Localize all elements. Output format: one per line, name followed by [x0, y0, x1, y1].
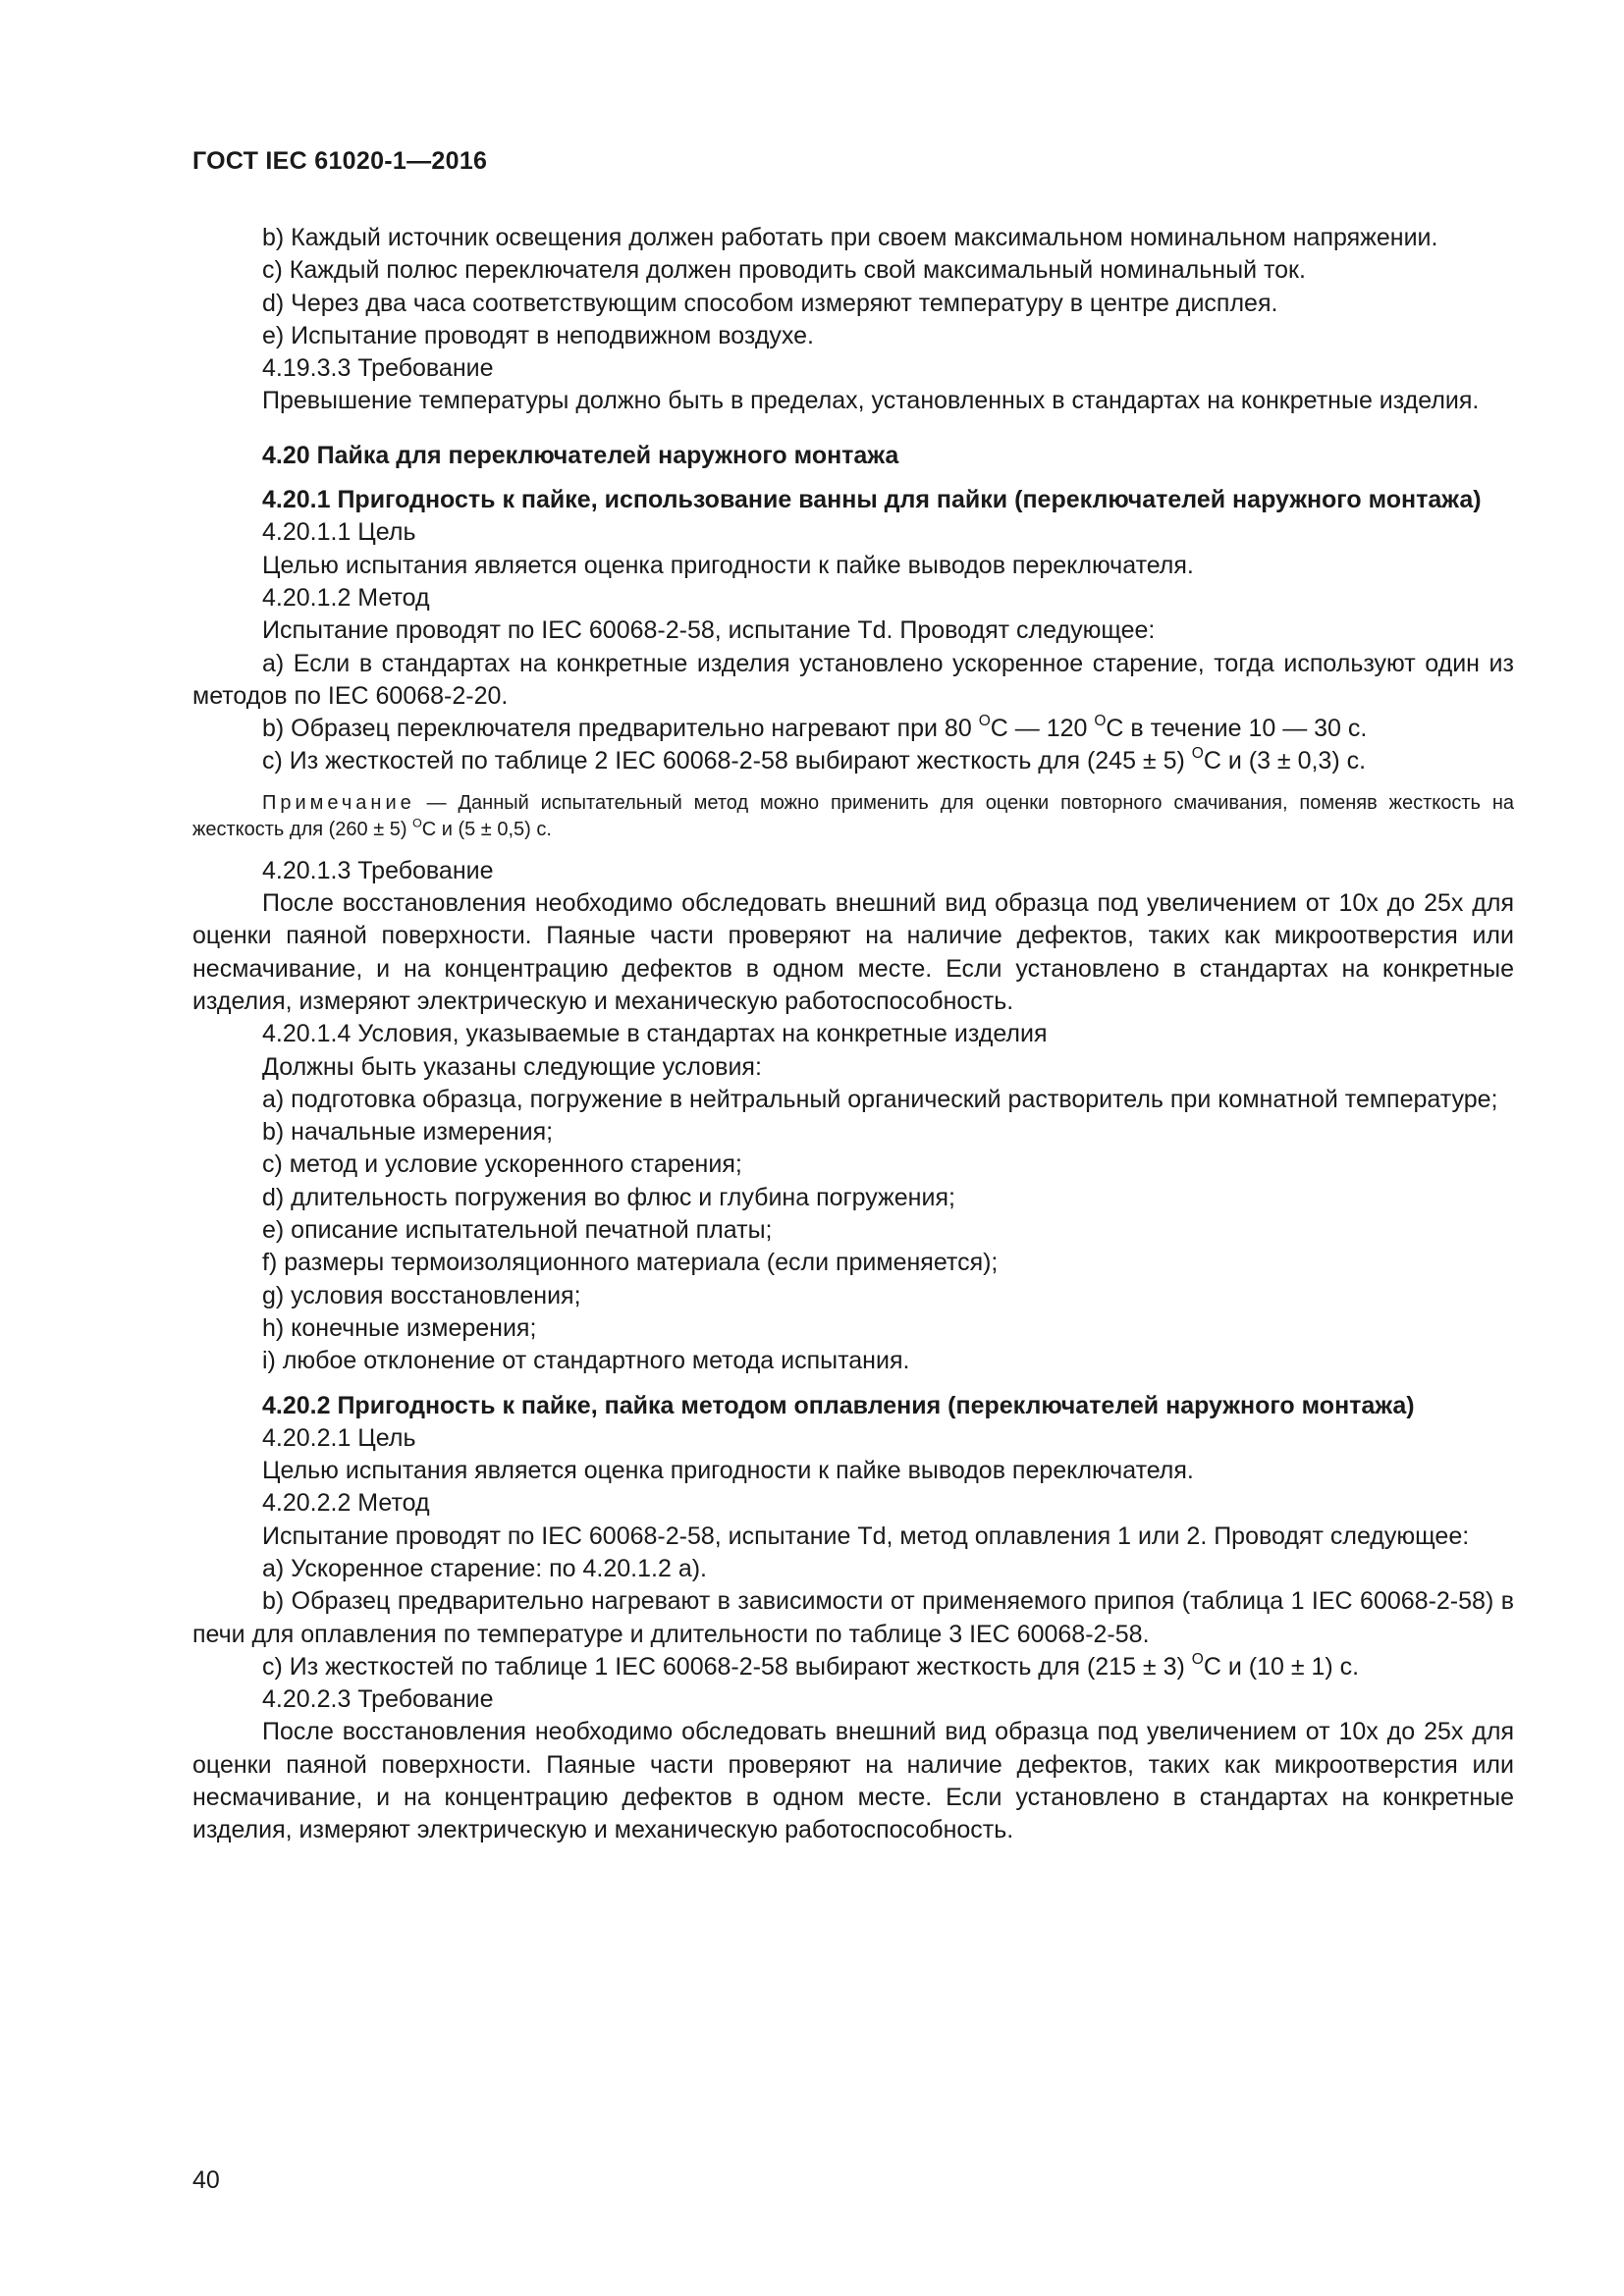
list-item: g) условия восстановления;: [262, 1281, 581, 1309]
page-number: 40: [192, 2166, 220, 2194]
clause-heading: 4.20.2.2 Метод: [262, 1489, 430, 1518]
paragraph: a) Если в стандартах на конкретные изделия установлено ускоренное старение, тогда используют один из методов по IEC 60068-2-20.: [192, 649, 1514, 710]
superscript: O: [1191, 745, 1204, 763]
text-run: c) Из жесткостей по таблице 1 IEC 60068-2-58 выбирают жесткость для (215 ± 3): [262, 1652, 1192, 1681]
paragraph: Целью испытания является оценка пригодности к пайке выводов переключателя.: [262, 551, 1194, 579]
document-header: ГОСТ IEC 61020-1—2016: [192, 147, 488, 175]
list-item: a) подготовка образца, погружение в нейтральный органический растворитель при комнатной температуре;: [262, 1085, 1498, 1113]
list-item: e) описание испытательной печатной платы;: [262, 1216, 773, 1245]
note-label: Примечание: [262, 791, 415, 814]
text-run: C и (10 ± 1) с.: [1203, 1652, 1360, 1681]
paragraph: Испытание проводят по IEC 60068-2-58, испытание Td. Проводят следующее:: [262, 616, 1156, 645]
paragraph: Превышение температуры должно быть в пределах, установленных в стандартах на конкретные изделия.: [262, 387, 1480, 415]
text-run: c) Из жесткостей по таблице 2 IEC 60068-2-58 выбирают жесткость для (245 ± 5): [262, 747, 1192, 775]
clause-heading: 4.20.1.2 Метод: [262, 583, 430, 612]
paragraph: После восстановления необходимо обследовать внешний вид образца под увеличением от 10х до 25х для оценки паяной поверхности. Паяные части проверяют на наличие дефектов, таких как микроотверстия или несмачивание, и на концентрацию дефектов в одном месте. Если установлено в стандартах на конкретные изделия, измеряют электрическую и механическую работоспособность.: [192, 1718, 1514, 1844]
paragraph: [192, 713, 1514, 745]
paragraph: После восстановления необходимо обследовать внешний вид образца под увеличением от 10х до 25х для оценки паяной поверхности. Паяные части проверяют на наличие дефектов, таких как микроотверстия или несмачивание, и на концентрацию дефектов в одном месте. Если установлено в стандартах на конкретные изделия, измеряют электрическую и механическую работоспособность.: [192, 889, 1514, 1015]
text-run: b) Образец переключателя предварительно нагревают при 80: [262, 715, 979, 743]
list-item: a) Ускоренное старение: по 4.20.1.2 a).: [262, 1554, 707, 1582]
paragraph: Целью испытания является оценка пригодности к пайке выводов переключателя.: [262, 1457, 1194, 1485]
superscript: O: [978, 713, 991, 730]
text-run: C и (5 ± 0,5) с.: [421, 818, 552, 840]
text-run: C в течение 10 — 30 с.: [1106, 715, 1368, 743]
paragraph: Должны быть указаны следующие условия:: [262, 1052, 762, 1081]
paragraph: Испытание проводят по IEC 60068-2-58, испытание Td, метод оплавления 1 или 2. Проводят следующее:: [262, 1522, 1470, 1550]
list-item: i) любое отклонение от стандартного метода испытания.: [262, 1347, 910, 1375]
section-heading: 4.20 Пайка для переключателей наружного монтажа: [262, 441, 899, 469]
paragraph: d) Через два часа соответствующим способом измеряют температуру в центре дисплея.: [262, 289, 1278, 317]
text-run: C — 120: [990, 715, 1095, 743]
text-run: — Данный испытательный метод можно применить для оценки повторного смачивания, поменяв жесткость на жесткость для (260 ± 5): [192, 791, 1514, 840]
list-item: b) Образец предварительно нагревают в зависимости от применяемого припоя (таблица 1 IEC 60068-2-58) в печи для оплавления по температуре и длительности по таблице 3 IEC 60068-2-58.: [192, 1587, 1514, 1648]
paragraph: e) Испытание проводят в неподвижном воздухе.: [262, 321, 814, 349]
clause-heading: 4.20.1.3 Требование: [262, 856, 494, 884]
list-item: [192, 1651, 1514, 1683]
subsection-heading: 4.20.1 Пригодность к пайке, использование ванны для пайки (переключателей наружного монтажа): [262, 486, 1482, 514]
list-item: f) размеры термоизоляционного материала (если применяется);: [262, 1249, 999, 1277]
document-body: [192, 222, 1514, 1847]
text-run: C и (3 ± 0,3) с.: [1203, 747, 1367, 775]
paragraph: [192, 745, 1514, 777]
list-item: c) метод и условие ускоренного старения;: [262, 1150, 742, 1179]
subsection-heading: 4.20.2 Пригодность к пайке, пайка методом оплавления (переключателей наружного монтажа): [262, 1391, 1415, 1419]
paragraph: b) Каждый источник освещения должен работать при своем максимальном номинальном напряжении.: [262, 224, 1438, 251]
superscript: O: [1094, 713, 1107, 730]
note: [192, 790, 1514, 843]
superscript: O: [412, 816, 422, 830]
list-item: b) начальные измерения;: [262, 1118, 554, 1147]
clause-heading: 4.19.3.3 Требование: [262, 354, 494, 383]
clause-heading: 4.20.2.3 Требование: [262, 1685, 494, 1714]
clause-heading: 4.20.2.1 Цель: [262, 1423, 416, 1452]
clause-heading: 4.20.1.1 Цель: [262, 518, 416, 547]
superscript: O: [1191, 1651, 1204, 1669]
list-item: h) конечные измерения;: [262, 1313, 537, 1342]
list-item: d) длительность погружения во флюс и глубина погружения;: [262, 1183, 955, 1211]
paragraph: c) Каждый полюс переключателя должен проводить свой максимальный номинальный ток.: [262, 256, 1306, 285]
clause-heading: 4.20.1.4 Условия, указываемые в стандартах на конкретные изделия: [262, 1020, 1048, 1048]
